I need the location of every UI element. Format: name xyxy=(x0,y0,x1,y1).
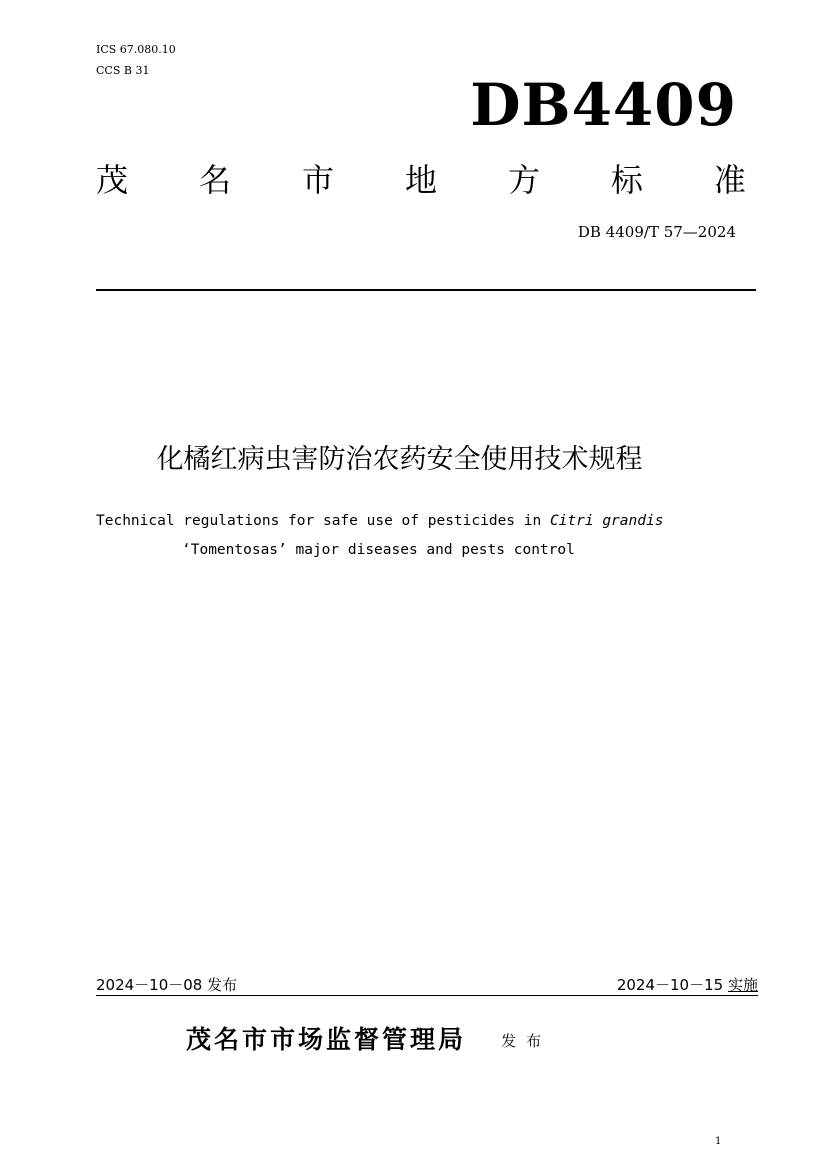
issue-date xyxy=(96,974,237,996)
page-number: 1 xyxy=(715,1136,722,1147)
standard-type-char: 标 xyxy=(610,161,643,199)
standard-type-char: 方 xyxy=(507,161,540,199)
implementation-date xyxy=(617,974,758,996)
standard-type-char: 准 xyxy=(713,161,746,199)
top-divider xyxy=(96,289,756,291)
english-title-prefix: Technical regulations for safe use of pesticides in xyxy=(96,513,550,529)
publisher-action: 发布 xyxy=(501,1031,552,1050)
implementation-date-label: 实施 xyxy=(727,976,758,994)
publisher-name: 茂名市市场监督管理局 xyxy=(186,1025,467,1054)
implementation-date-value: 2024－10－15 xyxy=(616,976,724,994)
standard-type-char: 市 xyxy=(301,161,334,199)
ics-code: ICS 67.080.10 xyxy=(96,43,176,56)
ccs-code: CCS B 31 xyxy=(96,64,150,77)
standard-type-char: 地 xyxy=(404,161,437,199)
english-title-italic: Citri grandis xyxy=(549,513,664,529)
document-title-chinese xyxy=(0,440,815,480)
issue-date-label: 发布 xyxy=(207,976,238,994)
standard-type-title xyxy=(96,158,746,202)
publisher xyxy=(186,1020,551,1060)
english-title-line-1-content xyxy=(96,511,663,531)
bottom-divider xyxy=(96,995,758,996)
document-title-chinese-text: 化橘红病虫害防治农药安全使用技术规程 xyxy=(156,444,643,475)
standard-number: DB 4409/T 57—2024 xyxy=(577,223,736,241)
standard-type-char: 茂 xyxy=(96,161,129,199)
issue-date-value: 2024－10－08 xyxy=(96,976,203,994)
standard-logo: DB4409 xyxy=(470,71,737,139)
english-title-line-2-text: ‘Tomentosas’ major diseases and pests control xyxy=(182,542,575,558)
standard-type-char: 名 xyxy=(198,161,231,199)
